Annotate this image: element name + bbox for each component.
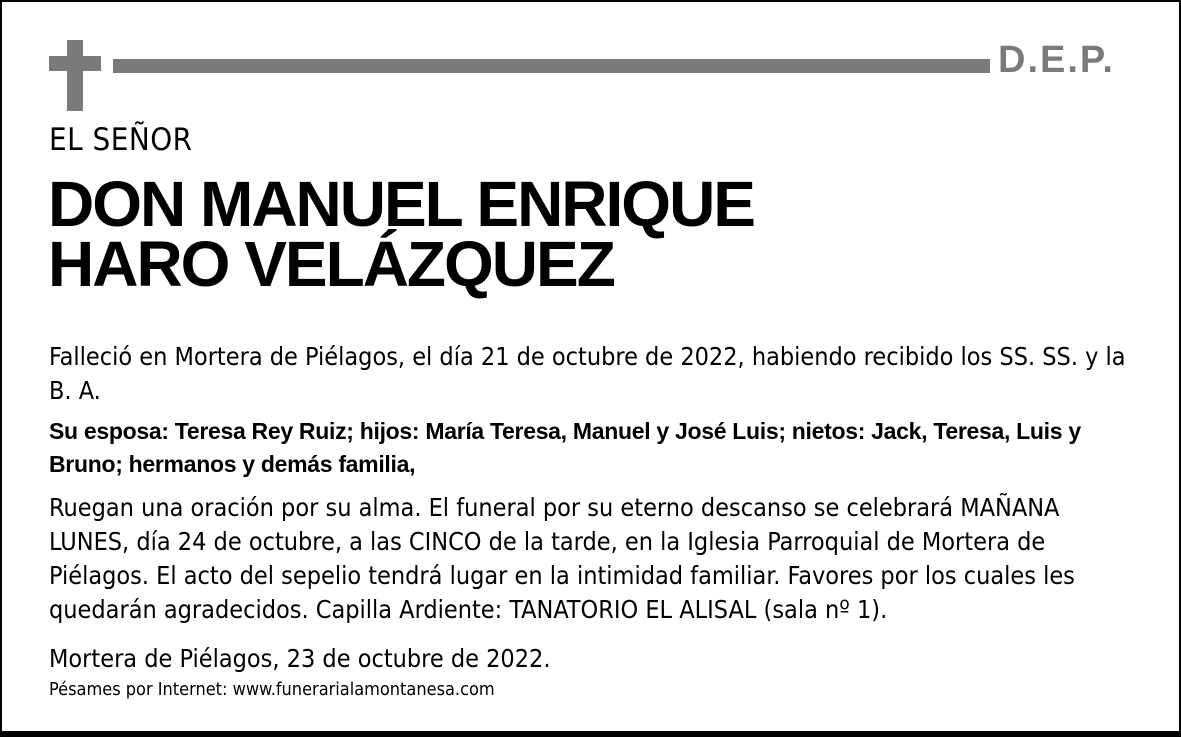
intro-title: EL SEÑOR [49,122,193,158]
dep-label: D.E.P. [998,39,1115,81]
header-rule [113,59,990,73]
death-notice-paragraph: Falleció en Mortera de Piélagos, el día 21 de octubre de 2022, habiendo recibido los SS. SS. y la B. A. [49,342,1126,405]
latin-cross-icon [49,40,101,111]
deceased-name [48,168,754,300]
deceased-name-line-2: HARO VELÁZQUEZ [48,228,614,300]
family-paragraph: Su esposa: Teresa Rey Ruiz; hijos: María Teresa, Manuel y José Luis; nietos: Jack, Teresa, Luis y Bruno; hermanos y demás familia, [49,418,1081,477]
place-date: Mortera de Piélagos, 23 de octubre de 2022. [49,644,551,673]
funeral-paragraph: Ruegan una oración por su alma. El funeral por su eterno descanso se celebrará MAÑANA LUNES, día 24 de octubre, a las CINCO de la tarde, en la Iglesia Parroquial de Mortera de Piélagos. El acto del sepelio tendrá lugar en la intimidad familiar. Favores por los cuales les quedarán agradecidos. Capilla Ardiente: TANATORIO EL ALISAL (sala nº 1). [49,493,1075,624]
deceased-name-line-1: DON MANUEL ENRIQUE [48,168,754,240]
condolences-line: Pésames por Internet: www.funerarialamontanesa.com [49,679,495,700]
